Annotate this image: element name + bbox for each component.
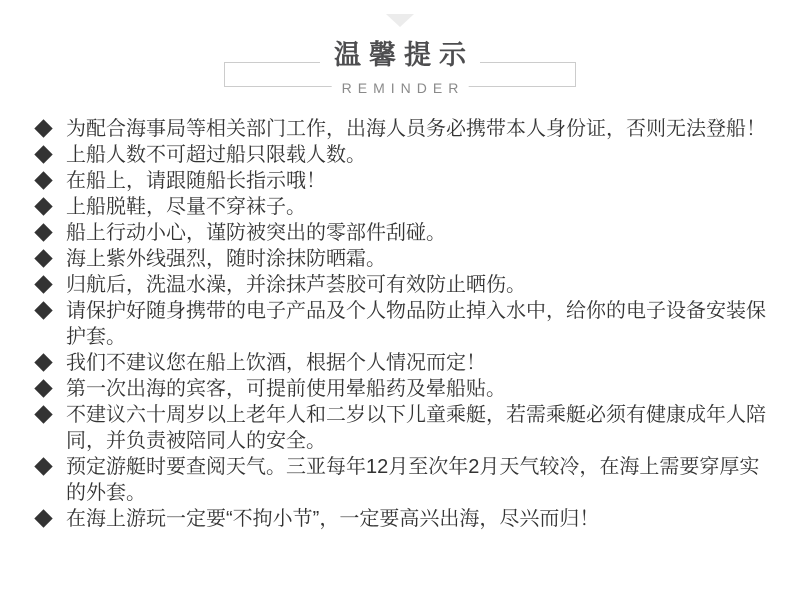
list-item-text: 预定游艇时要查阅天气。三亚每年12月至次年2月天气较冷，在海上需要穿厚实的外套。 [66, 456, 760, 504]
diamond-bullet-icon [34, 353, 52, 371]
diamond-bullet-icon [34, 405, 52, 423]
list-item-text: 不建议六十周岁以上老年人和二岁以下儿童乘艇，若需乘艇必须有健康成年人陪同，并负责被陪同人的安全。 [66, 404, 766, 452]
list-item-text: 请保护好随身携带的电子产品及个人物品防止掉入水中，给你的电子设备安装保护套。 [66, 300, 766, 348]
list-item-text: 上船脱鞋，尽量不穿袜子。 [66, 196, 306, 218]
diamond-bullet-icon [34, 171, 52, 189]
page-subtitle: REMINDER [332, 79, 469, 98]
list-item-text: 海上紫外线强烈，随时涂抹防晒霜。 [66, 248, 386, 270]
list-item-text: 我们不建议您在船上饮酒，根据个人情况而定！ [66, 352, 486, 374]
diamond-bullet-icon [34, 197, 52, 215]
list-item [34, 402, 770, 454]
list-item [34, 298, 770, 350]
list-item [34, 506, 770, 532]
diamond-bullet-icon [34, 457, 52, 475]
list-item-text: 第一次出海的宾客，可提前使用晕船药及晕船贴。 [66, 378, 506, 400]
list-item-text: 为配合海事局等相关部门工作，出海人员务必携带本人身份证，否则无法登船！ [66, 118, 766, 140]
reminder-header [224, 42, 576, 102]
list-item [34, 454, 770, 506]
page-title: 温馨提示 [320, 39, 480, 71]
list-item [34, 272, 770, 298]
list-item-text: 归航后，洗温水澡，并涂抹芦荟胶可有效防止晒伤。 [66, 274, 526, 296]
list-item-text: 在船上，请跟随船长指示哦！ [66, 170, 326, 192]
diamond-bullet-icon [34, 379, 52, 397]
diamond-bullet-icon [34, 275, 52, 293]
triangle-down-icon [386, 14, 414, 27]
list-item-text: 船上行动小心，谨防被突出的零部件刮碰。 [66, 222, 446, 244]
list-item-text: 上船人数不可超过船只限载人数。 [66, 144, 366, 166]
list-item [34, 142, 770, 168]
list-item-text: 在海上游玩一定要“不拘小节”，一定要高兴出海，尽兴而归！ [66, 508, 600, 530]
diamond-bullet-icon [34, 119, 52, 137]
diamond-bullet-icon [34, 145, 52, 163]
list-item [34, 194, 770, 220]
list-item [34, 246, 770, 272]
list-item [34, 220, 770, 246]
diamond-bullet-icon [34, 301, 52, 319]
diamond-bullet-icon [34, 509, 52, 527]
list-item [34, 168, 770, 194]
reminder-list [0, 116, 800, 532]
diamond-bullet-icon [34, 223, 52, 241]
list-item [34, 116, 770, 142]
diamond-bullet-icon [34, 249, 52, 267]
list-item [34, 376, 770, 402]
list-item [34, 350, 770, 376]
